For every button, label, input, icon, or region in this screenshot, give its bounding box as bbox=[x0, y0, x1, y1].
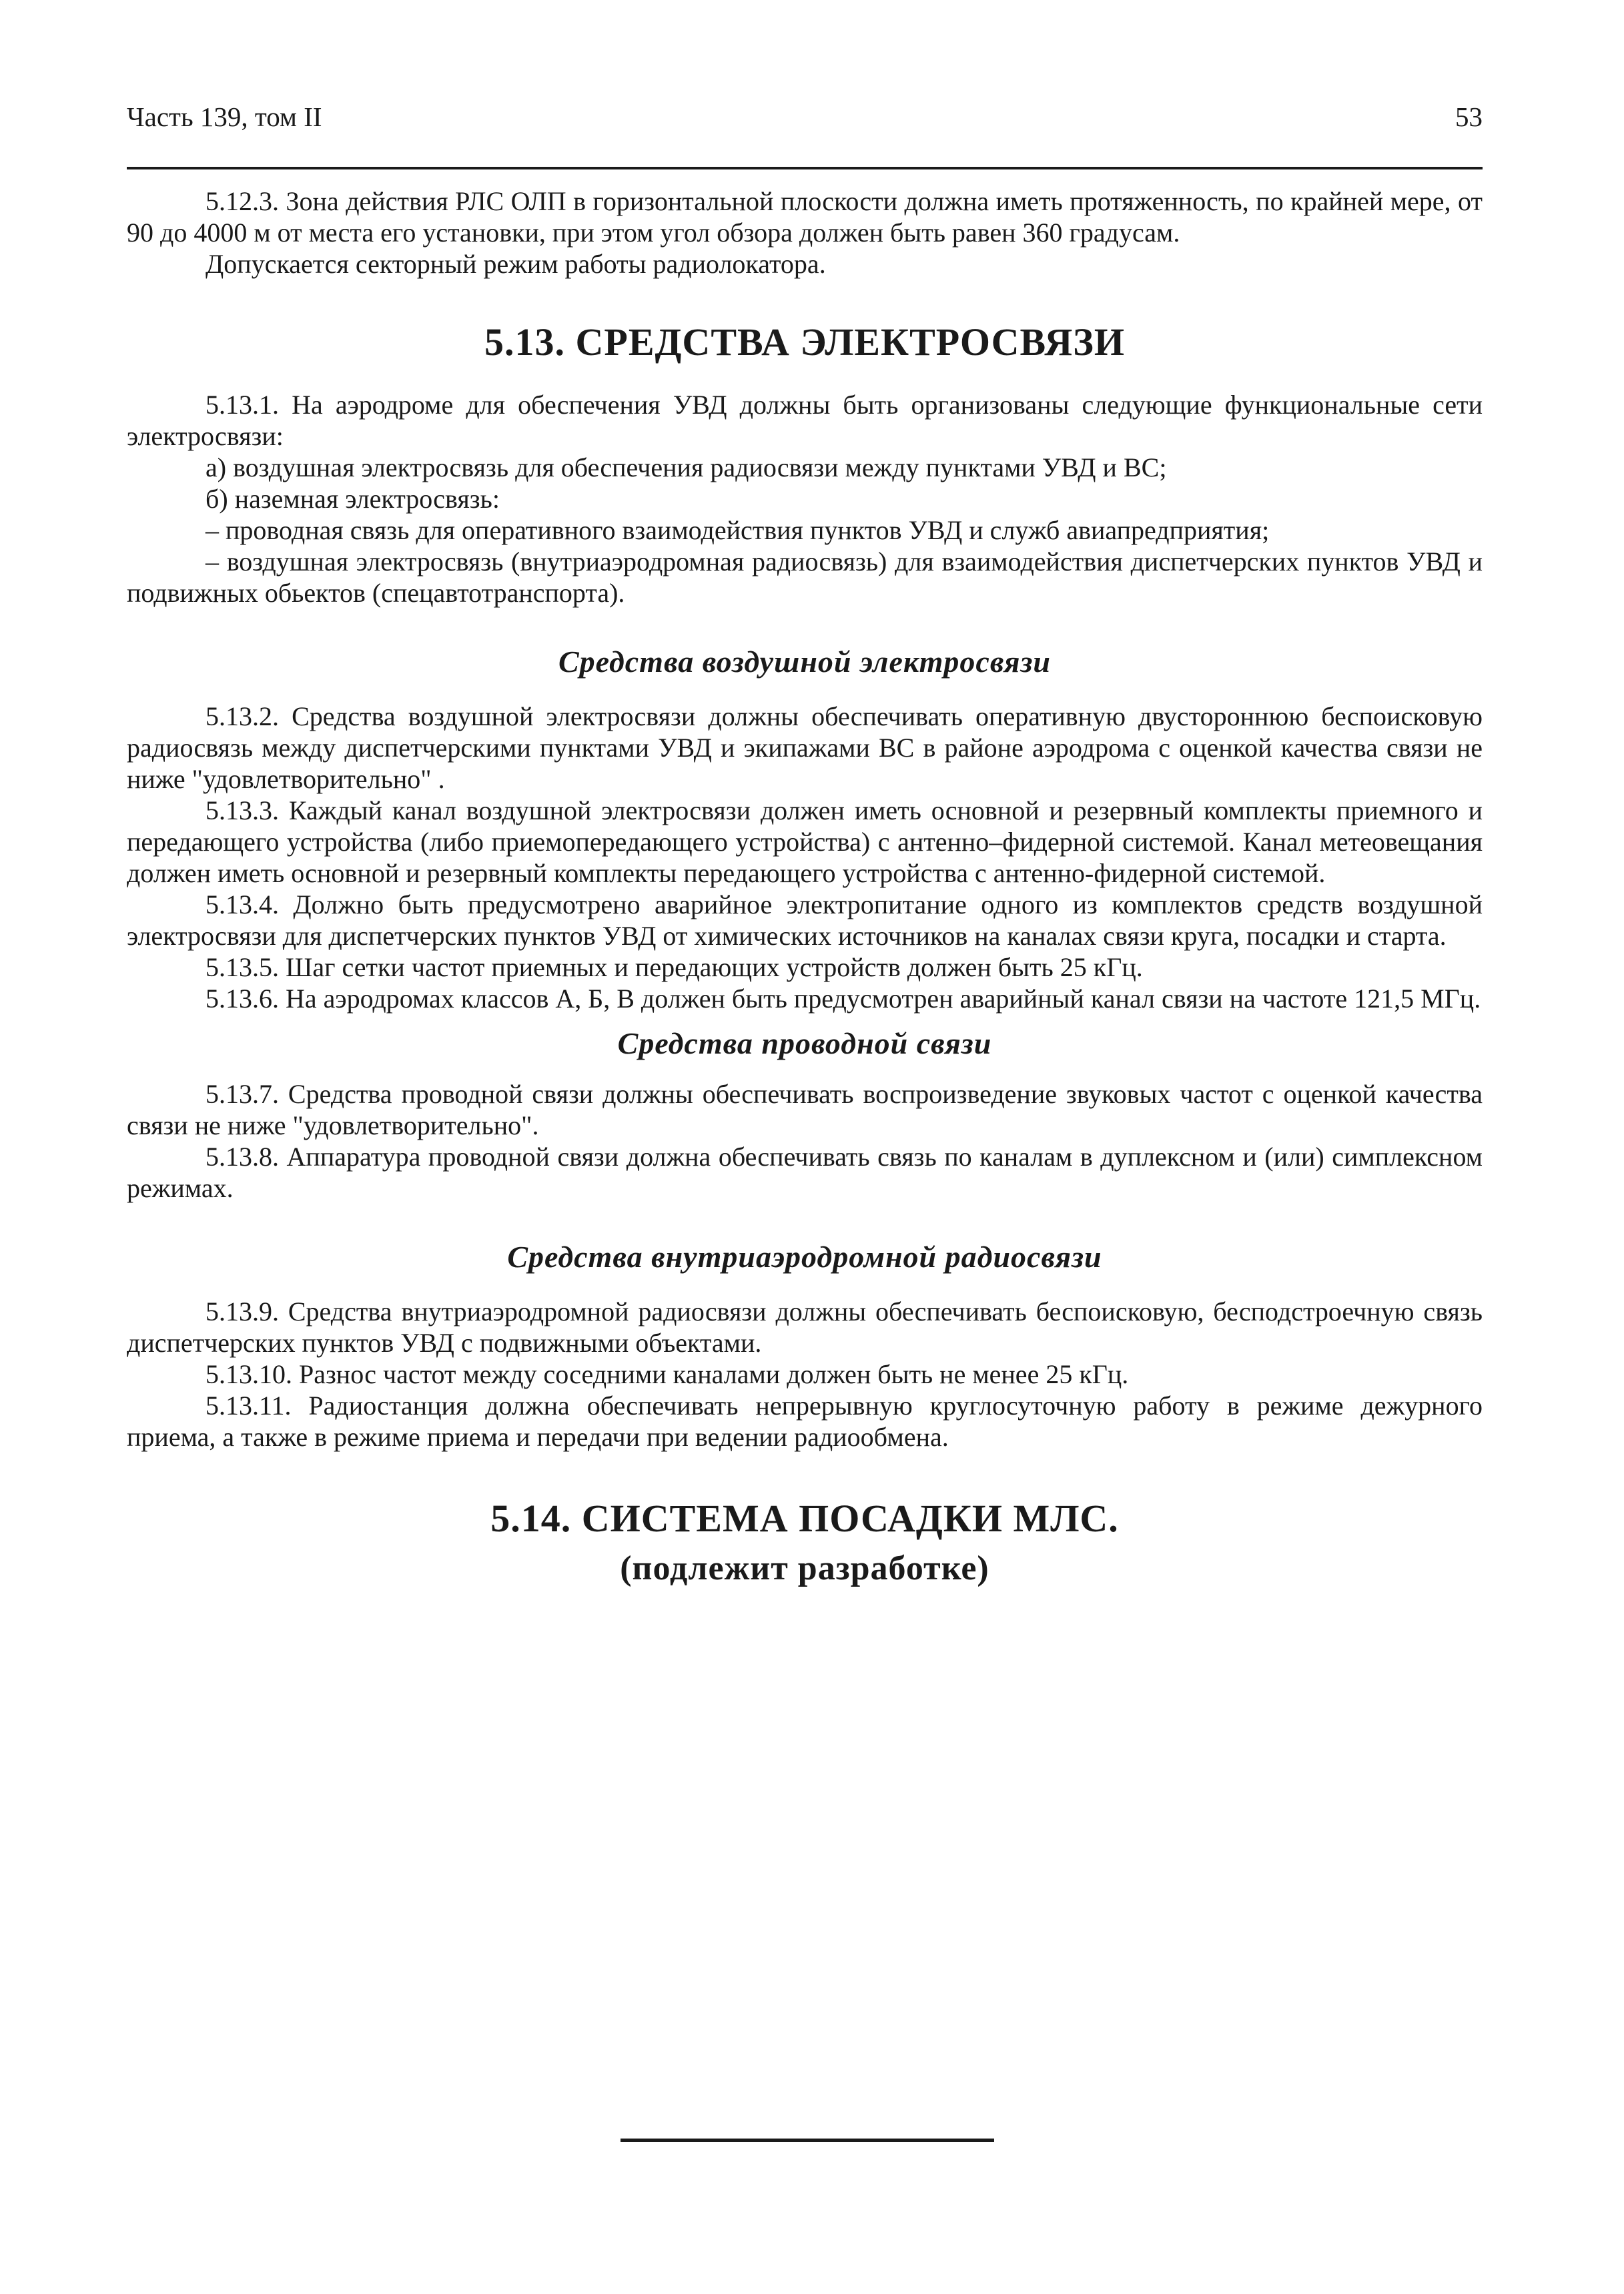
list-item-air-intra: – воздушная электросвязь (внутриаэродромная радиосвязь) для взаимодействия диспетчерских пунктов УВД и подвижных обьектов (спецавтотранспорта). bbox=[127, 546, 1483, 608]
paragraph-5-13-6: 5.13.6. На аэродромах классов А, Б, В должен быть предусмотрен аварийный канал связи на частоте 121,5 МГц. bbox=[206, 984, 1481, 1014]
paragraph-5-13-3: 5.13.3. Каждый канал воздушной электросвязи должен иметь основной и резервный комплекты приемного и передающего устройства (либо приемопередающего устройства) с антенно–фидерной системой. Канал метеовещания должен иметь основной и резервный комплекты передающего устройства с антенно-фидерной системой. bbox=[127, 795, 1483, 888]
paragraph-sector-mode: Допускается секторный режим работы радиолокатора. bbox=[206, 249, 826, 279]
list-item-b: б) наземная электросвязь: bbox=[206, 484, 500, 514]
paragraph-5-13-9: 5.13.9. Средства внутриаэродромной радиосвязи должны обеспечивать беспоисковую, бесподстроечную связь диспетчерских пунктов УВД с подвижными объектами. bbox=[127, 1296, 1483, 1358]
paragraph-5-13-11: 5.13.11. Радиостанция должна обеспечивать непрерывную круглосуточную работу в режиме дежурного приема, а также в режиме приема и передачи при ведении радиообмена. bbox=[127, 1391, 1483, 1452]
section-5-14-note: (подлежит разработке) bbox=[620, 1549, 989, 1587]
paragraph-5-13-4: 5.13.4. Должно быть предусмотрено аварийное электропитание одного из комплектов средств воздушной электросвязи для диспетчерских пунктов УВД от химических источников на каналах связи круга, посадки и старта. bbox=[127, 889, 1483, 951]
section-heading-5-13: 5.13. СРЕДСТВА ЭЛЕКТРОСВЯЗИ bbox=[484, 320, 1125, 364]
paragraph-5-13-5: 5.13.5. Шаг сетки частот приемных и передающих устройств должен быть 25 кГц. bbox=[206, 952, 1143, 982]
list-item-a: а) воздушная электросвязь для обеспечения радиосвязи между пунктами УВД и ВС; bbox=[206, 452, 1167, 482]
subheading-intra-airfield: Средства внутриаэродромной радиосвязи bbox=[507, 1240, 1102, 1274]
paragraph-5-13-2: 5.13.2. Средства воздушной электросвязи должны обеспечивать оперативную двустороннюю беспоисковую радиосвязь между диспетчерскими пунктами УВД и экипажами ВС в районе аэродрома с оценкой качества связи не ниже "удовлетворительно" . bbox=[127, 701, 1483, 794]
paragraph-5-13-10: 5.13.10. Разнос частот между соседними каналами должен быть не менее 25 кГц. bbox=[206, 1359, 1129, 1389]
subheading-wired: Средства проводной связи bbox=[617, 1026, 992, 1060]
running-title: Часть 139, том II bbox=[127, 101, 322, 132]
document-body bbox=[127, 185, 1483, 1593]
paragraph-5-13-7: 5.13.7. Средства проводной связи должны обеспечивать воспроизведение звуковых частот с оценкой качества связи не ниже "удовлетворительно". bbox=[127, 1079, 1483, 1140]
paragraph-5-13-8: 5.13.8. Аппаратура проводной связи должна обеспечивать связь по каналам в дуплексном и (или) симплексном режимах. bbox=[127, 1142, 1483, 1203]
page-header bbox=[127, 99, 1483, 135]
page-number: 53 bbox=[1455, 101, 1483, 132]
header-rule bbox=[127, 167, 1483, 169]
section-heading-5-14: 5.14. СИСТЕМА ПОСАДКИ МЛС. bbox=[490, 1497, 1119, 1540]
list-item-wired: – проводная связь для оперативного взаимодействия пунктов УВД и служб авиапредприятия; bbox=[206, 515, 1270, 545]
subheading-air-telecom: Средства воздушной электросвязи bbox=[558, 645, 1051, 679]
end-rule bbox=[621, 2139, 994, 2142]
paragraph-5-13-1: 5.13.1. На аэродроме для обеспечения УВД должны быть организованы следующие функциональные сети электросвязи: bbox=[127, 390, 1483, 451]
paragraph-5-12-3: 5.12.3. Зона действия РЛС ОЛП в горизонтальной плоскости должна иметь протяженность, по крайней мере, от 90 до 4000 м от места его установки, при этом угол обзора должен быть равен 360 градусам. bbox=[127, 186, 1483, 248]
